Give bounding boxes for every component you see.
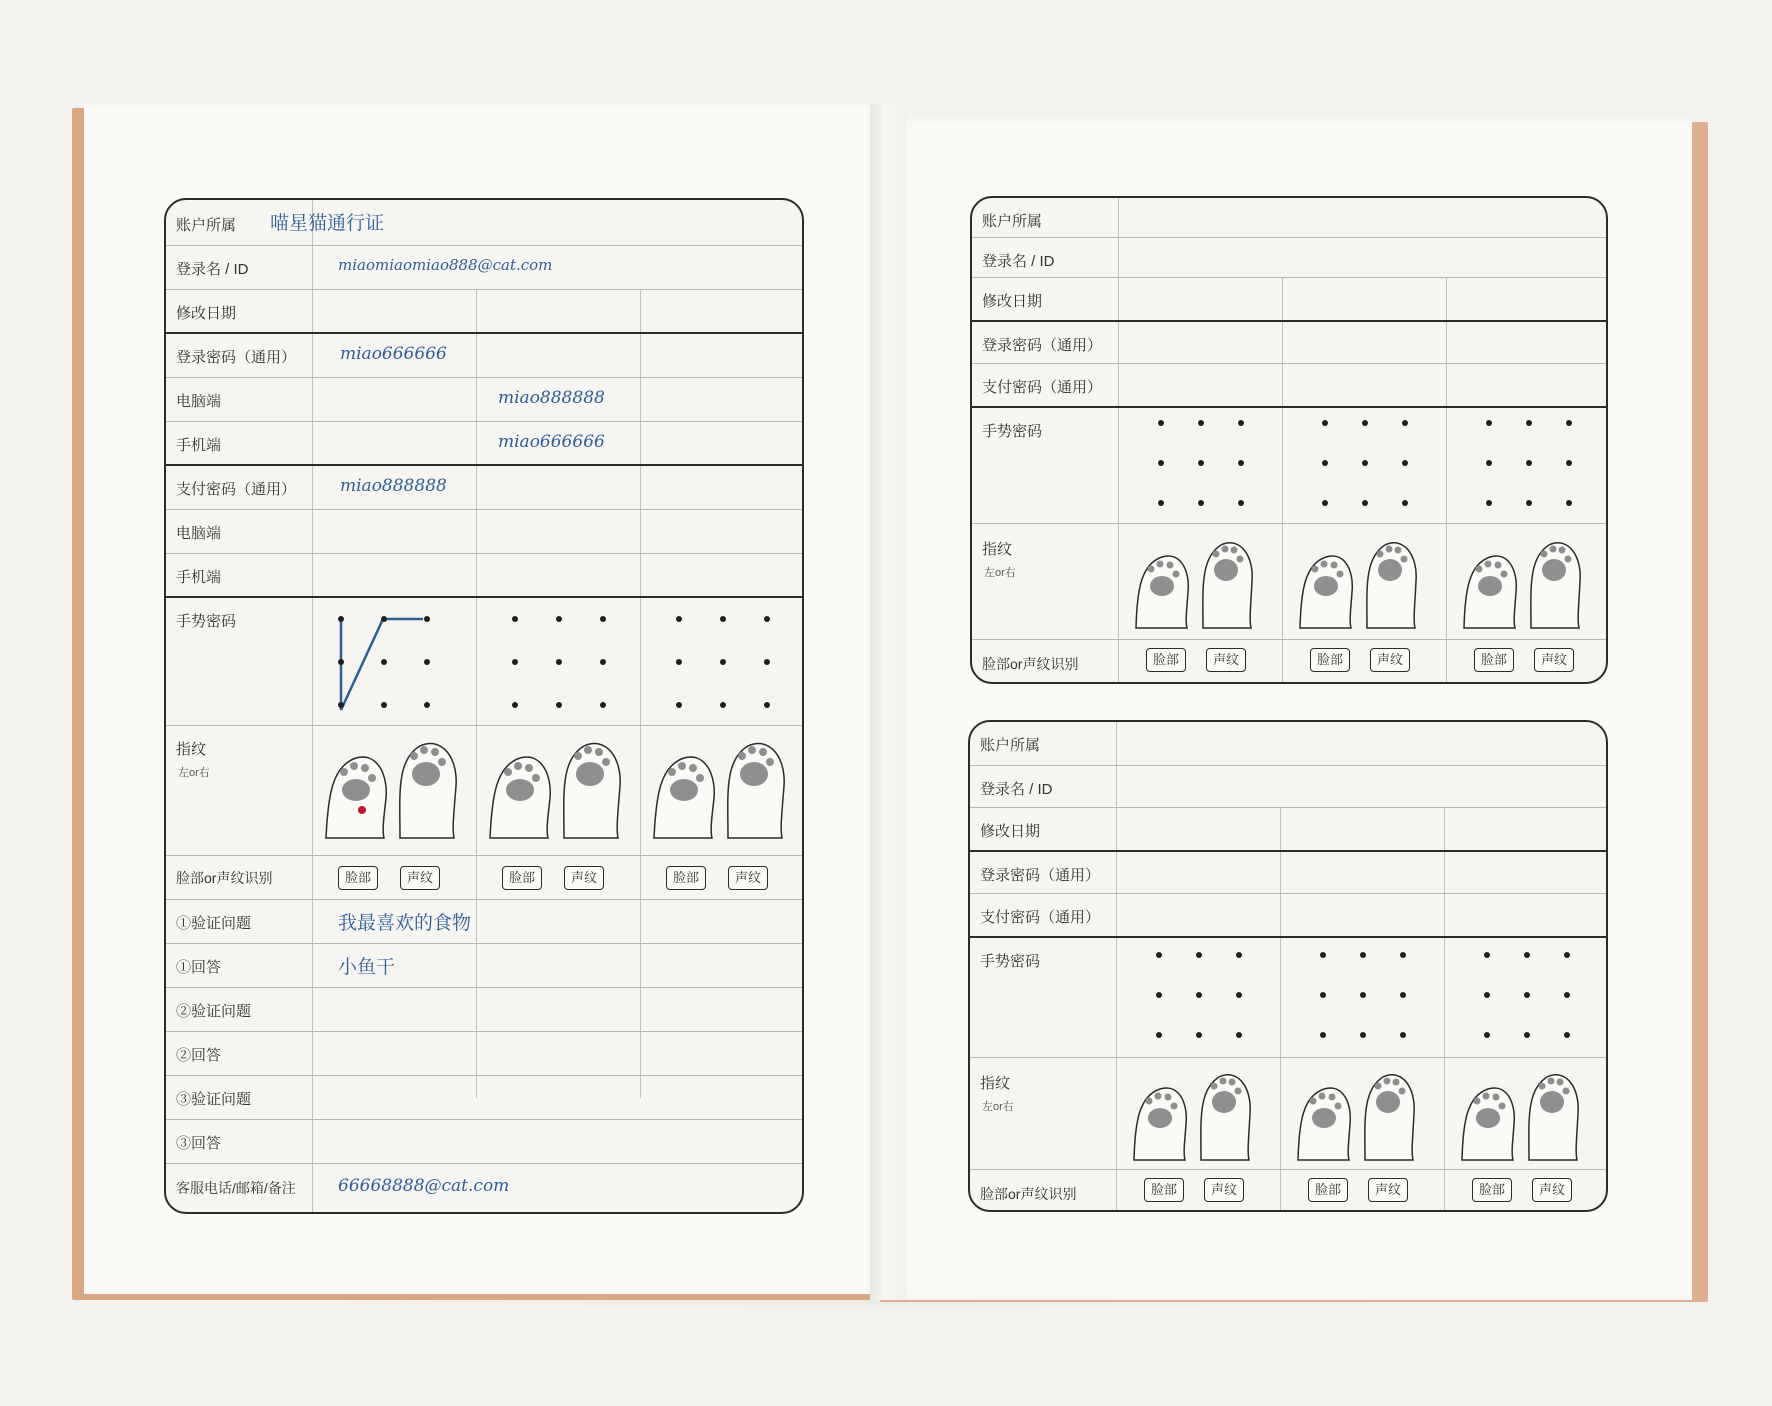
- paw-left-icon: [1130, 1078, 1190, 1162]
- face-button[interactable]: 脸部: [1310, 648, 1350, 672]
- paw-right-icon: [1362, 536, 1420, 630]
- row-pay-mobile: 手机端: [166, 554, 802, 598]
- row-q1: ①验证问题 我最喜欢的食物: [166, 900, 802, 944]
- row-a1: ①回答 小鱼干: [166, 944, 802, 988]
- voice-button[interactable]: 声纹: [728, 866, 768, 890]
- voice-button[interactable]: 声纹: [1534, 648, 1574, 672]
- face-button[interactable]: 脸部: [1308, 1178, 1348, 1202]
- password-card-filled: [164, 198, 804, 1214]
- voice-button[interactable]: 声纹: [1204, 1178, 1244, 1202]
- row-modified: 修改日期: [166, 290, 802, 334]
- voice-button[interactable]: 声纹: [1532, 1178, 1572, 1202]
- row-pay-pw: 支付密码（通用） miao888888: [166, 466, 802, 510]
- paw-left-icon: [1458, 1078, 1518, 1162]
- row-fingerprint: 指纹 左or右: [972, 524, 1606, 640]
- row-face-voice: 脸部or声纹识别 脸部 声纹 脸部 声纹 脸部 声纹: [972, 640, 1606, 684]
- voice-button[interactable]: 声纹: [400, 866, 440, 890]
- row-face-voice: 脸部or声纹识别 脸部 声纹 脸部 声纹 脸部 声纹: [970, 1170, 1606, 1212]
- row-q3: ③验证问题: [166, 1076, 802, 1120]
- face-button[interactable]: 脸部: [1472, 1178, 1512, 1202]
- paw-left-icon: [1294, 1078, 1354, 1162]
- account-value: 喵星猫通行证: [270, 212, 385, 234]
- paw-left-icon: [1296, 546, 1356, 630]
- password-card-blank-1: [970, 196, 1608, 684]
- paw-right-icon: [1360, 1068, 1418, 1162]
- row-modified: 修改日期: [972, 278, 1606, 322]
- voice-button[interactable]: 声纹: [1206, 648, 1246, 672]
- row-pay-pw: 支付密码（通用）: [972, 364, 1606, 408]
- contact-value: 66668888@cat.com: [338, 1176, 510, 1196]
- login-id-value: miaomiaomiao888@cat.com: [338, 256, 553, 274]
- row-login-pw: 登录密码（通用）: [972, 322, 1606, 364]
- row-face-voice: 脸部or声纹识别 脸部 声纹 脸部 声纹 脸部 声纹: [166, 856, 802, 900]
- pay-pw-value: miao888888: [340, 476, 447, 496]
- a1-value: 小鱼干: [338, 956, 396, 978]
- paw-right-icon: [1526, 536, 1584, 630]
- mobile-pw-value: miao666666: [498, 432, 605, 452]
- row-login-id: 登录名 / ID: [972, 238, 1606, 278]
- face-button[interactable]: 脸部: [502, 866, 542, 890]
- row-gesture: 手势密码: [970, 938, 1606, 1058]
- face-button[interactable]: 脸部: [338, 866, 378, 890]
- row-fingerprint: 指纹 左or右: [970, 1058, 1606, 1170]
- row-account: 账户所属 喵星猫通行证: [166, 200, 802, 246]
- q1-value: 我最喜欢的食物: [338, 912, 472, 934]
- paw-left-icon: [1460, 546, 1520, 630]
- row-fingerprint: 指纹 左or右: [166, 726, 802, 856]
- notebook-spine: [870, 104, 906, 1300]
- row-pay-pc: 电脑端: [166, 510, 802, 554]
- row-a2: ②回答: [166, 1032, 802, 1076]
- pc-pw-value: miao888888: [498, 388, 605, 408]
- row-a3: ③回答: [166, 1120, 802, 1164]
- paw-right-icon: [722, 736, 788, 840]
- voice-button[interactable]: 声纹: [1368, 1178, 1408, 1202]
- row-modified: 修改日期: [970, 808, 1606, 852]
- paw-left-icon: [486, 746, 554, 840]
- row-contact: 客服电话/邮箱/备注 66668888@cat.com: [176, 1176, 510, 1196]
- row-mobile: 手机端 miao666666: [166, 422, 802, 466]
- row-pc: 电脑端 miao888888: [166, 378, 802, 422]
- paw-left-icon: [322, 746, 390, 840]
- paw-right-icon: [1524, 1068, 1582, 1162]
- row-login-pw: 登录密码（通用） miao666666: [166, 334, 802, 378]
- paw-left-icon: [650, 746, 718, 840]
- row-login-pw: 登录密码（通用）: [970, 852, 1606, 894]
- row-login-id: 登录名 / ID: [970, 766, 1606, 808]
- password-card-blank-2: [968, 720, 1608, 1212]
- row-login-id: 登录名 / ID miaomiaomiao888@cat.com: [166, 246, 802, 290]
- row-gesture: 手势密码: [166, 598, 802, 726]
- paw-left-icon: [1132, 546, 1192, 630]
- row-q2: ②验证问题: [166, 988, 802, 1032]
- face-button[interactable]: 脸部: [666, 866, 706, 890]
- voice-button[interactable]: 声纹: [564, 866, 604, 890]
- paw-right-icon: [394, 736, 460, 840]
- paw-right-icon: [558, 736, 624, 840]
- row-gesture: 手势密码: [972, 408, 1606, 524]
- login-pw-value: miao666666: [340, 344, 447, 364]
- row-pay-pw: 支付密码（通用）: [970, 894, 1606, 938]
- face-button[interactable]: 脸部: [1144, 1178, 1184, 1202]
- row-account: 账户所属: [972, 198, 1606, 238]
- paw-right-icon: [1198, 536, 1256, 630]
- paw-right-icon: [1196, 1068, 1254, 1162]
- face-button[interactable]: 脸部: [1474, 648, 1514, 672]
- face-button[interactable]: 脸部: [1146, 648, 1186, 672]
- voice-button[interactable]: 声纹: [1370, 648, 1410, 672]
- row-account: 账户所属: [970, 722, 1606, 766]
